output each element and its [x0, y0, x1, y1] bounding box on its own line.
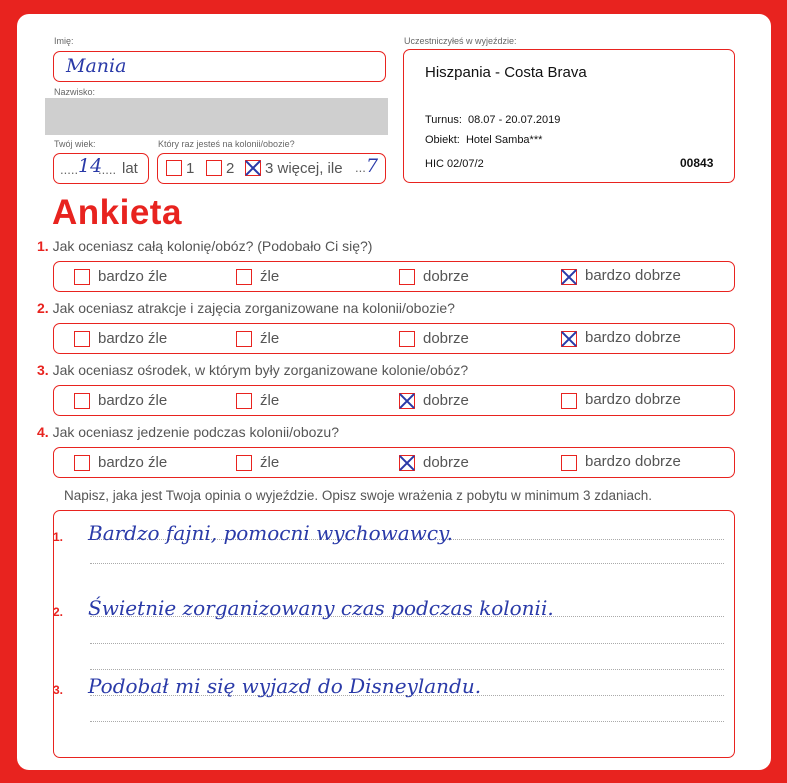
trip-obiekt: Obiekt: Hotel Samba***	[425, 134, 543, 146]
question-4	[37, 424, 339, 440]
q4-zle-label: źle	[260, 454, 280, 471]
q1-bardzo-zle-checkbox[interactable]	[74, 269, 90, 285]
name-label: Imię:	[54, 36, 74, 46]
age-dots-left: .....	[60, 162, 79, 177]
q2-bardzo-zle-checkbox[interactable]	[74, 331, 90, 347]
name-field[interactable]	[53, 51, 386, 82]
opinion-sentence-2: Świetnie zorganizowany czas podczas kolonii.	[88, 596, 554, 620]
q3-dobrze-label: dobrze	[423, 392, 469, 409]
q2-zle-label: źle	[260, 330, 280, 347]
question-3-text: Jak oceniasz ośrodek, w którym były zorganizowane kolonie/obóz?	[52, 362, 469, 378]
age-field[interactable]	[53, 153, 149, 184]
q1-bardzo-dobrze-checkbox[interactable]	[561, 269, 577, 285]
q2-bardzo-dobrze-label: bardzo dobrze	[585, 329, 681, 346]
q2-dobrze-checkbox[interactable]	[399, 331, 415, 347]
q1-dobrze-checkbox[interactable]	[399, 269, 415, 285]
question-2-options	[53, 323, 735, 354]
age-value: 14	[78, 155, 103, 177]
question-2-text: Jak oceniasz atrakcje i zajęcia zorganizowane na kolonii/obozie?	[52, 300, 455, 316]
trip-code: HIC 02/07/2	[425, 158, 484, 170]
q1-zle-label: źle	[260, 268, 280, 285]
q4-zle-checkbox[interactable]	[236, 455, 252, 471]
camp-count-option-2: 2	[226, 160, 235, 177]
q2-bardzo-dobrze-checkbox[interactable]	[561, 331, 577, 347]
q3-zle-checkbox[interactable]	[236, 393, 252, 409]
camp-count-checkbox-1[interactable]	[166, 160, 182, 176]
opinion-line	[90, 643, 724, 644]
trip-box	[403, 49, 735, 183]
q3-dobrze-checkbox[interactable]	[399, 393, 415, 409]
age-unit: lat	[122, 160, 138, 177]
question-1	[37, 238, 372, 254]
trip-label: Uczestniczyłeś w wyjeździe:	[404, 36, 517, 46]
age-dots-right: .....	[98, 162, 117, 177]
question-1-num: 1.	[37, 238, 49, 254]
trip-turnus: Turnus: 08.07 - 20.07.2019	[425, 114, 561, 126]
camp-count-checkbox-3[interactable]	[245, 160, 261, 176]
q3-zle-label: źle	[260, 392, 280, 409]
q3-bardzo-dobrze-checkbox[interactable]	[561, 393, 577, 409]
question-1-text: Jak oceniasz całą kolonię/obóz? (Podobało Ci się?)	[52, 238, 373, 254]
q4-bardzo-dobrze-checkbox[interactable]	[561, 455, 577, 471]
surname-redacted	[45, 98, 388, 135]
question-3-options	[53, 385, 735, 416]
q4-bardzo-dobrze-label: bardzo dobrze	[585, 453, 681, 470]
q1-dobrze-label: dobrze	[423, 268, 469, 285]
trip-destination: Hiszpania - Costa Brava	[425, 64, 587, 81]
camp-count-label: Który raz jesteś na kolonii/obozie?	[158, 139, 295, 149]
opinion-num-3: 3.	[53, 683, 64, 697]
camp-count-value: 7	[366, 155, 379, 177]
camp-count-option-3: 3 więcej, ile	[265, 160, 343, 177]
question-4-text: Jak oceniasz jedzenie podczas kolonii/obozu?	[52, 424, 339, 440]
camp-count-field	[157, 153, 386, 184]
camp-count-checkbox-2[interactable]	[206, 160, 222, 176]
question-4-options	[53, 447, 735, 478]
camp-count-dots: ...	[355, 160, 366, 175]
q4-bardzo-zle-checkbox[interactable]	[74, 455, 90, 471]
opinion-line	[90, 721, 724, 722]
q3-bardzo-zle-label: bardzo źle	[98, 392, 168, 409]
question-2	[37, 300, 455, 316]
q1-bardzo-dobrze-label: bardzo dobrze	[585, 267, 681, 284]
age-label: Twój wiek:	[54, 139, 96, 149]
question-2-num: 2.	[37, 300, 49, 316]
opinion-num-2: 2.	[53, 605, 64, 619]
surname-label: Nazwisko:	[54, 87, 96, 97]
survey-title: Ankieta	[52, 193, 182, 232]
opinion-sentence-3: Podobał mi się wyjazd do Disneylandu.	[88, 674, 482, 698]
q4-bardzo-zle-label: bardzo źle	[98, 454, 168, 471]
trip-number: 00843	[680, 156, 714, 170]
opinion-prompt: Napisz, jaka jest Twoja opinia o wyjeździe. Opisz swoje wrażenia z pobytu w minimum 3 zdaniach.	[64, 488, 653, 503]
q1-bardzo-zle-label: bardzo źle	[98, 268, 168, 285]
opinion-num-1: 1.	[53, 530, 64, 544]
q3-bardzo-zle-checkbox[interactable]	[74, 393, 90, 409]
opinion-line	[90, 669, 724, 670]
q1-zle-checkbox[interactable]	[236, 269, 252, 285]
q3-bardzo-dobrze-label: bardzo dobrze	[585, 391, 681, 408]
question-4-num: 4.	[37, 424, 49, 440]
name-value: Mania	[66, 55, 127, 77]
question-3-num: 3.	[37, 362, 49, 378]
q2-zle-checkbox[interactable]	[236, 331, 252, 347]
q2-bardzo-zle-label: bardzo źle	[98, 330, 168, 347]
question-1-options	[53, 261, 735, 292]
q4-dobrze-checkbox[interactable]	[399, 455, 415, 471]
q4-dobrze-label: dobrze	[423, 454, 469, 471]
opinion-sentence-1: Bardzo fajni, pomocni wychowawcy.	[88, 521, 454, 545]
camp-count-option-1: 1	[186, 160, 195, 177]
opinion-line	[90, 563, 724, 564]
question-3	[37, 362, 468, 378]
q2-dobrze-label: dobrze	[423, 330, 469, 347]
